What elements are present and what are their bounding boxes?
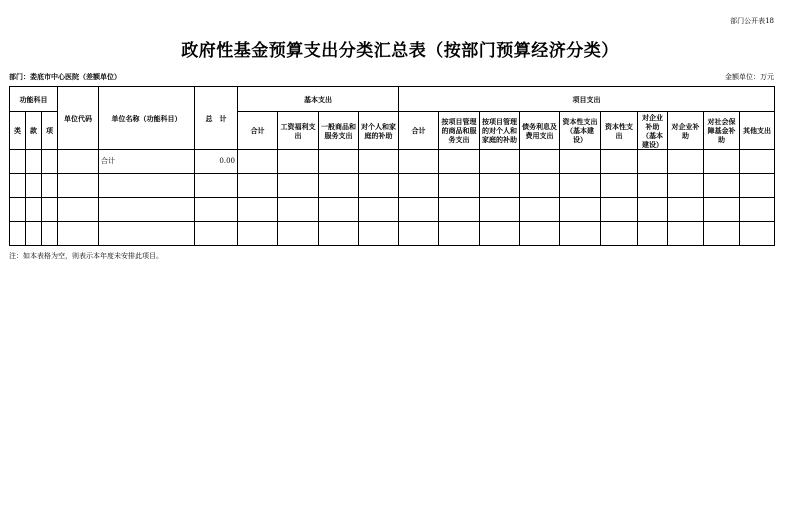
header-project-household-subsidy: 按项目管理的对个人和家庭的补助 (480, 112, 520, 150)
cell (359, 150, 399, 174)
cell (560, 150, 601, 174)
cell (560, 198, 601, 222)
cell (704, 222, 740, 246)
cell-xiang (42, 174, 58, 198)
cell-name (99, 198, 195, 222)
cell (601, 174, 638, 198)
cell (740, 150, 775, 174)
cell (520, 174, 560, 198)
cell-xiang (42, 150, 58, 174)
header-debt-interest: 债务利息及费用支出 (520, 112, 560, 150)
cell (601, 198, 638, 222)
header-project-goods-services: 按项目管理的商品和服务支出 (439, 112, 480, 150)
cell (319, 150, 359, 174)
cell (668, 174, 704, 198)
department-label: 部门：娄底市中心医院（差额单位） (9, 72, 121, 81)
cell (480, 150, 520, 174)
header-unit-name: 单位名称（功能科目） (99, 87, 195, 150)
cell (668, 222, 704, 246)
cell (638, 198, 668, 222)
cell-total (195, 222, 238, 246)
cell (399, 150, 439, 174)
cell-lei (10, 174, 26, 198)
cell-xiang (42, 198, 58, 222)
cell (668, 150, 704, 174)
cell (704, 150, 740, 174)
header-project-total: 合计 (399, 112, 439, 150)
cell (278, 174, 319, 198)
cell (319, 198, 359, 222)
cell-total: 0.00 (195, 150, 238, 174)
cell-lei (10, 150, 26, 174)
table-row (10, 174, 775, 198)
header-unit-code: 单位代码 (58, 87, 99, 150)
table-row (10, 150, 775, 174)
cell (480, 174, 520, 198)
cell (740, 222, 775, 246)
header-func-subject: 功能科目 (10, 87, 58, 112)
header-other-expenditure: 其他支出 (740, 112, 775, 150)
cell-code (58, 198, 99, 222)
cell (439, 222, 480, 246)
cell-total (195, 174, 238, 198)
header-enterprise-subsidy-construction: 对企业补助（基本建设） (638, 112, 668, 150)
cell (399, 198, 439, 222)
cell-code (58, 222, 99, 246)
cell-lei (10, 198, 26, 222)
cell-kuan (26, 150, 42, 174)
page-title: 政府性基金预算支出分类汇总表（按部门预算经济分类） (181, 41, 619, 61)
cell (520, 198, 560, 222)
header-salary-welfare: 工资福利支出 (278, 112, 319, 150)
cell (319, 222, 359, 246)
header-capital-construction: 资本性支出（基本建设） (560, 112, 601, 150)
cell (278, 222, 319, 246)
cell (278, 198, 319, 222)
header-household-subsidy: 对个人和家庭的补助 (359, 112, 399, 150)
header-total: 总 计 (195, 87, 238, 150)
cell (278, 150, 319, 174)
cell (238, 198, 278, 222)
header-capital: 资本性支出 (601, 112, 638, 150)
cell-code (58, 174, 99, 198)
expenditure-table (9, 86, 775, 246)
header-project-expenditure: 项目支出 (399, 87, 775, 112)
cell (399, 174, 439, 198)
footnote: 注：如本表格为空，则表示本年度未安排此项目。 (9, 252, 163, 260)
cell (560, 222, 601, 246)
cell-kuan (26, 174, 42, 198)
header-xiang: 项 (42, 112, 58, 150)
cell-xiang (42, 222, 58, 246)
cell-kuan (26, 222, 42, 246)
table-row (10, 222, 775, 246)
cell-kuan (26, 198, 42, 222)
header-basic-expenditure: 基本支出 (238, 87, 399, 112)
cell (480, 222, 520, 246)
cell-name (99, 174, 195, 198)
cell (359, 174, 399, 198)
cell (704, 198, 740, 222)
cell (359, 198, 399, 222)
cell (740, 174, 775, 198)
cell-lei (10, 222, 26, 246)
cell (439, 198, 480, 222)
cell (480, 198, 520, 222)
cell (560, 174, 601, 198)
cell (601, 150, 638, 174)
cell (319, 174, 359, 198)
cell (520, 222, 560, 246)
cell (638, 174, 668, 198)
unit-label: 金额单位：万元 (725, 73, 774, 81)
cell (704, 174, 740, 198)
cell-name: 合计 (99, 150, 195, 174)
cell (359, 222, 399, 246)
cell (439, 150, 480, 174)
header-lei: 类 (10, 112, 26, 150)
table-number-label: 部门公开表18 (730, 17, 774, 25)
cell (399, 222, 439, 246)
cell (638, 222, 668, 246)
cell (238, 150, 278, 174)
header-goods-services: 一般商品和服务支出 (319, 112, 359, 150)
cell (668, 198, 704, 222)
cell-total (195, 198, 238, 222)
header-basic-total: 合计 (238, 112, 278, 150)
header-social-security-subsidy: 对社会保障基金补助 (704, 112, 740, 150)
cell (638, 150, 668, 174)
cell-code (58, 150, 99, 174)
cell (238, 174, 278, 198)
cell (238, 222, 278, 246)
cell (740, 198, 775, 222)
cell-name (99, 222, 195, 246)
cell (439, 174, 480, 198)
cell (601, 222, 638, 246)
table-row (10, 198, 775, 222)
cell (520, 150, 560, 174)
header-kuan: 款 (26, 112, 42, 150)
header-enterprise-subsidy: 对企业补助 (668, 112, 704, 150)
